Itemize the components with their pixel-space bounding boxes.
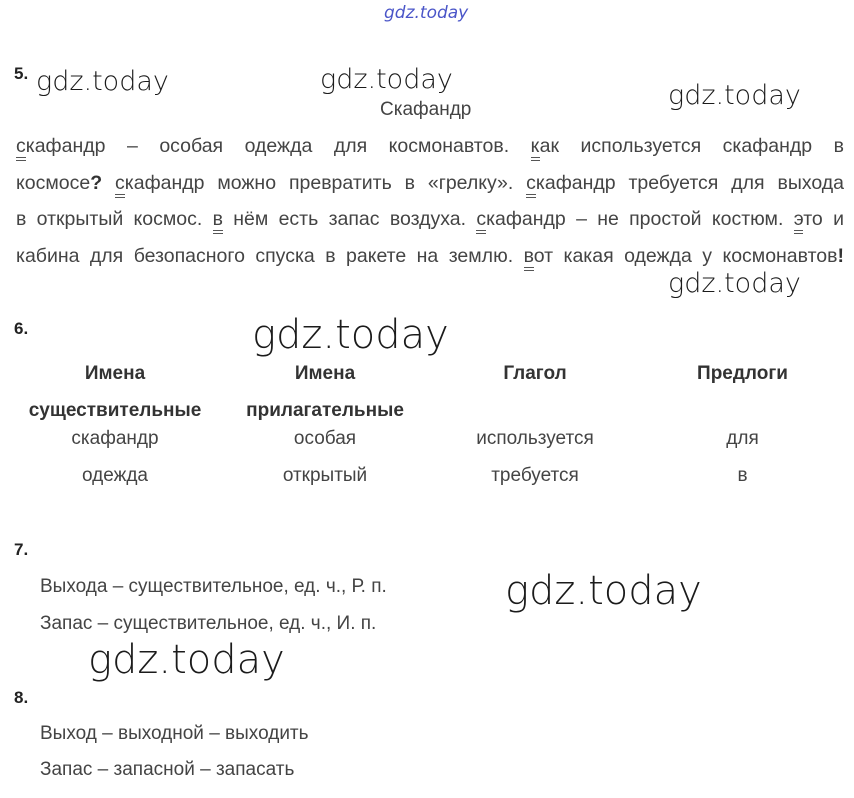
watermark: gdz.today	[88, 637, 285, 683]
underlined-letter: э	[794, 208, 804, 234]
table-cell: используется	[476, 428, 594, 449]
task-5-title: Скафандр	[380, 99, 472, 120]
task-5-line	[16, 128, 844, 165]
text-segment: нём есть запас воздуха.	[222, 208, 477, 230]
underlined-letter: в	[213, 208, 223, 234]
text-segment: кафандр требуется для выхода	[535, 171, 845, 194]
table-cell: особая	[293, 428, 357, 449]
watermark: gdz.today	[668, 268, 801, 299]
underlined-letter: с	[115, 172, 125, 198]
underlined-letter: с	[476, 208, 486, 234]
table-cell: требуется	[491, 465, 579, 486]
text-segment: кафандр – особая одежда для космонавтов.	[25, 135, 531, 157]
table-header: Предлоги	[697, 363, 788, 384]
text-segment: ак используется скафандр в	[539, 135, 844, 157]
task-5-number: 5.	[14, 64, 29, 83]
text-segment: от какая одежда у космонавтов	[533, 244, 838, 267]
task-7-line: Запас – существительное, ед. ч., И. п.	[40, 613, 377, 634]
task-5-line	[16, 238, 844, 275]
text-segment: кафандр – не простой костюм.	[486, 208, 794, 230]
punctuation-mark: !	[837, 244, 845, 267]
underlined-letter: в	[524, 245, 534, 271]
underlined-letter: с	[16, 135, 26, 161]
table-cell: одежда	[82, 465, 148, 486]
table-cell: в	[737, 465, 748, 486]
text-segment: кафандр можно превратить в «грелку».	[124, 171, 527, 194]
task-7-number: 7.	[14, 540, 29, 559]
underlined-letter: с	[526, 172, 536, 198]
task-8-line: Выход – выходной – выходить	[40, 723, 309, 744]
text-segment: в открытый космос.	[16, 208, 213, 230]
text-segment	[102, 172, 115, 194]
text-segment: кабина для безопасного спуска в ракете на землю.	[16, 244, 524, 267]
task-5-line	[16, 165, 844, 202]
watermark: gdz.today	[668, 80, 801, 111]
table-cell: для	[726, 428, 759, 449]
watermark: gdz.today	[320, 64, 453, 95]
punctuation-mark: ?	[90, 171, 103, 194]
watermark: gdz.today	[252, 312, 449, 358]
watermark: gdz.today	[36, 66, 169, 97]
table-cell: открытый	[282, 465, 368, 486]
watermark-top: gdz.today	[384, 3, 469, 23]
text-segment: то и	[803, 208, 844, 230]
task-8-number: 8.	[14, 688, 29, 707]
watermark: gdz.today	[505, 568, 702, 614]
text-segment: космосе	[16, 171, 91, 194]
table-cell: скафандр	[71, 428, 159, 449]
underlined-letter: к	[531, 135, 540, 161]
table-header: Имена существительные	[28, 363, 202, 421]
table-header: Глагол	[503, 363, 567, 384]
table-header: Имена прилагательные	[246, 363, 404, 421]
task-7-line: Выхода – существительное, ед. ч., Р. п.	[40, 576, 387, 597]
task-5-text	[16, 128, 844, 274]
task-5-line	[16, 201, 844, 238]
task-8-line: Запас – запасной – запасать	[40, 759, 295, 780]
task-6-number: 6.	[14, 319, 29, 338]
